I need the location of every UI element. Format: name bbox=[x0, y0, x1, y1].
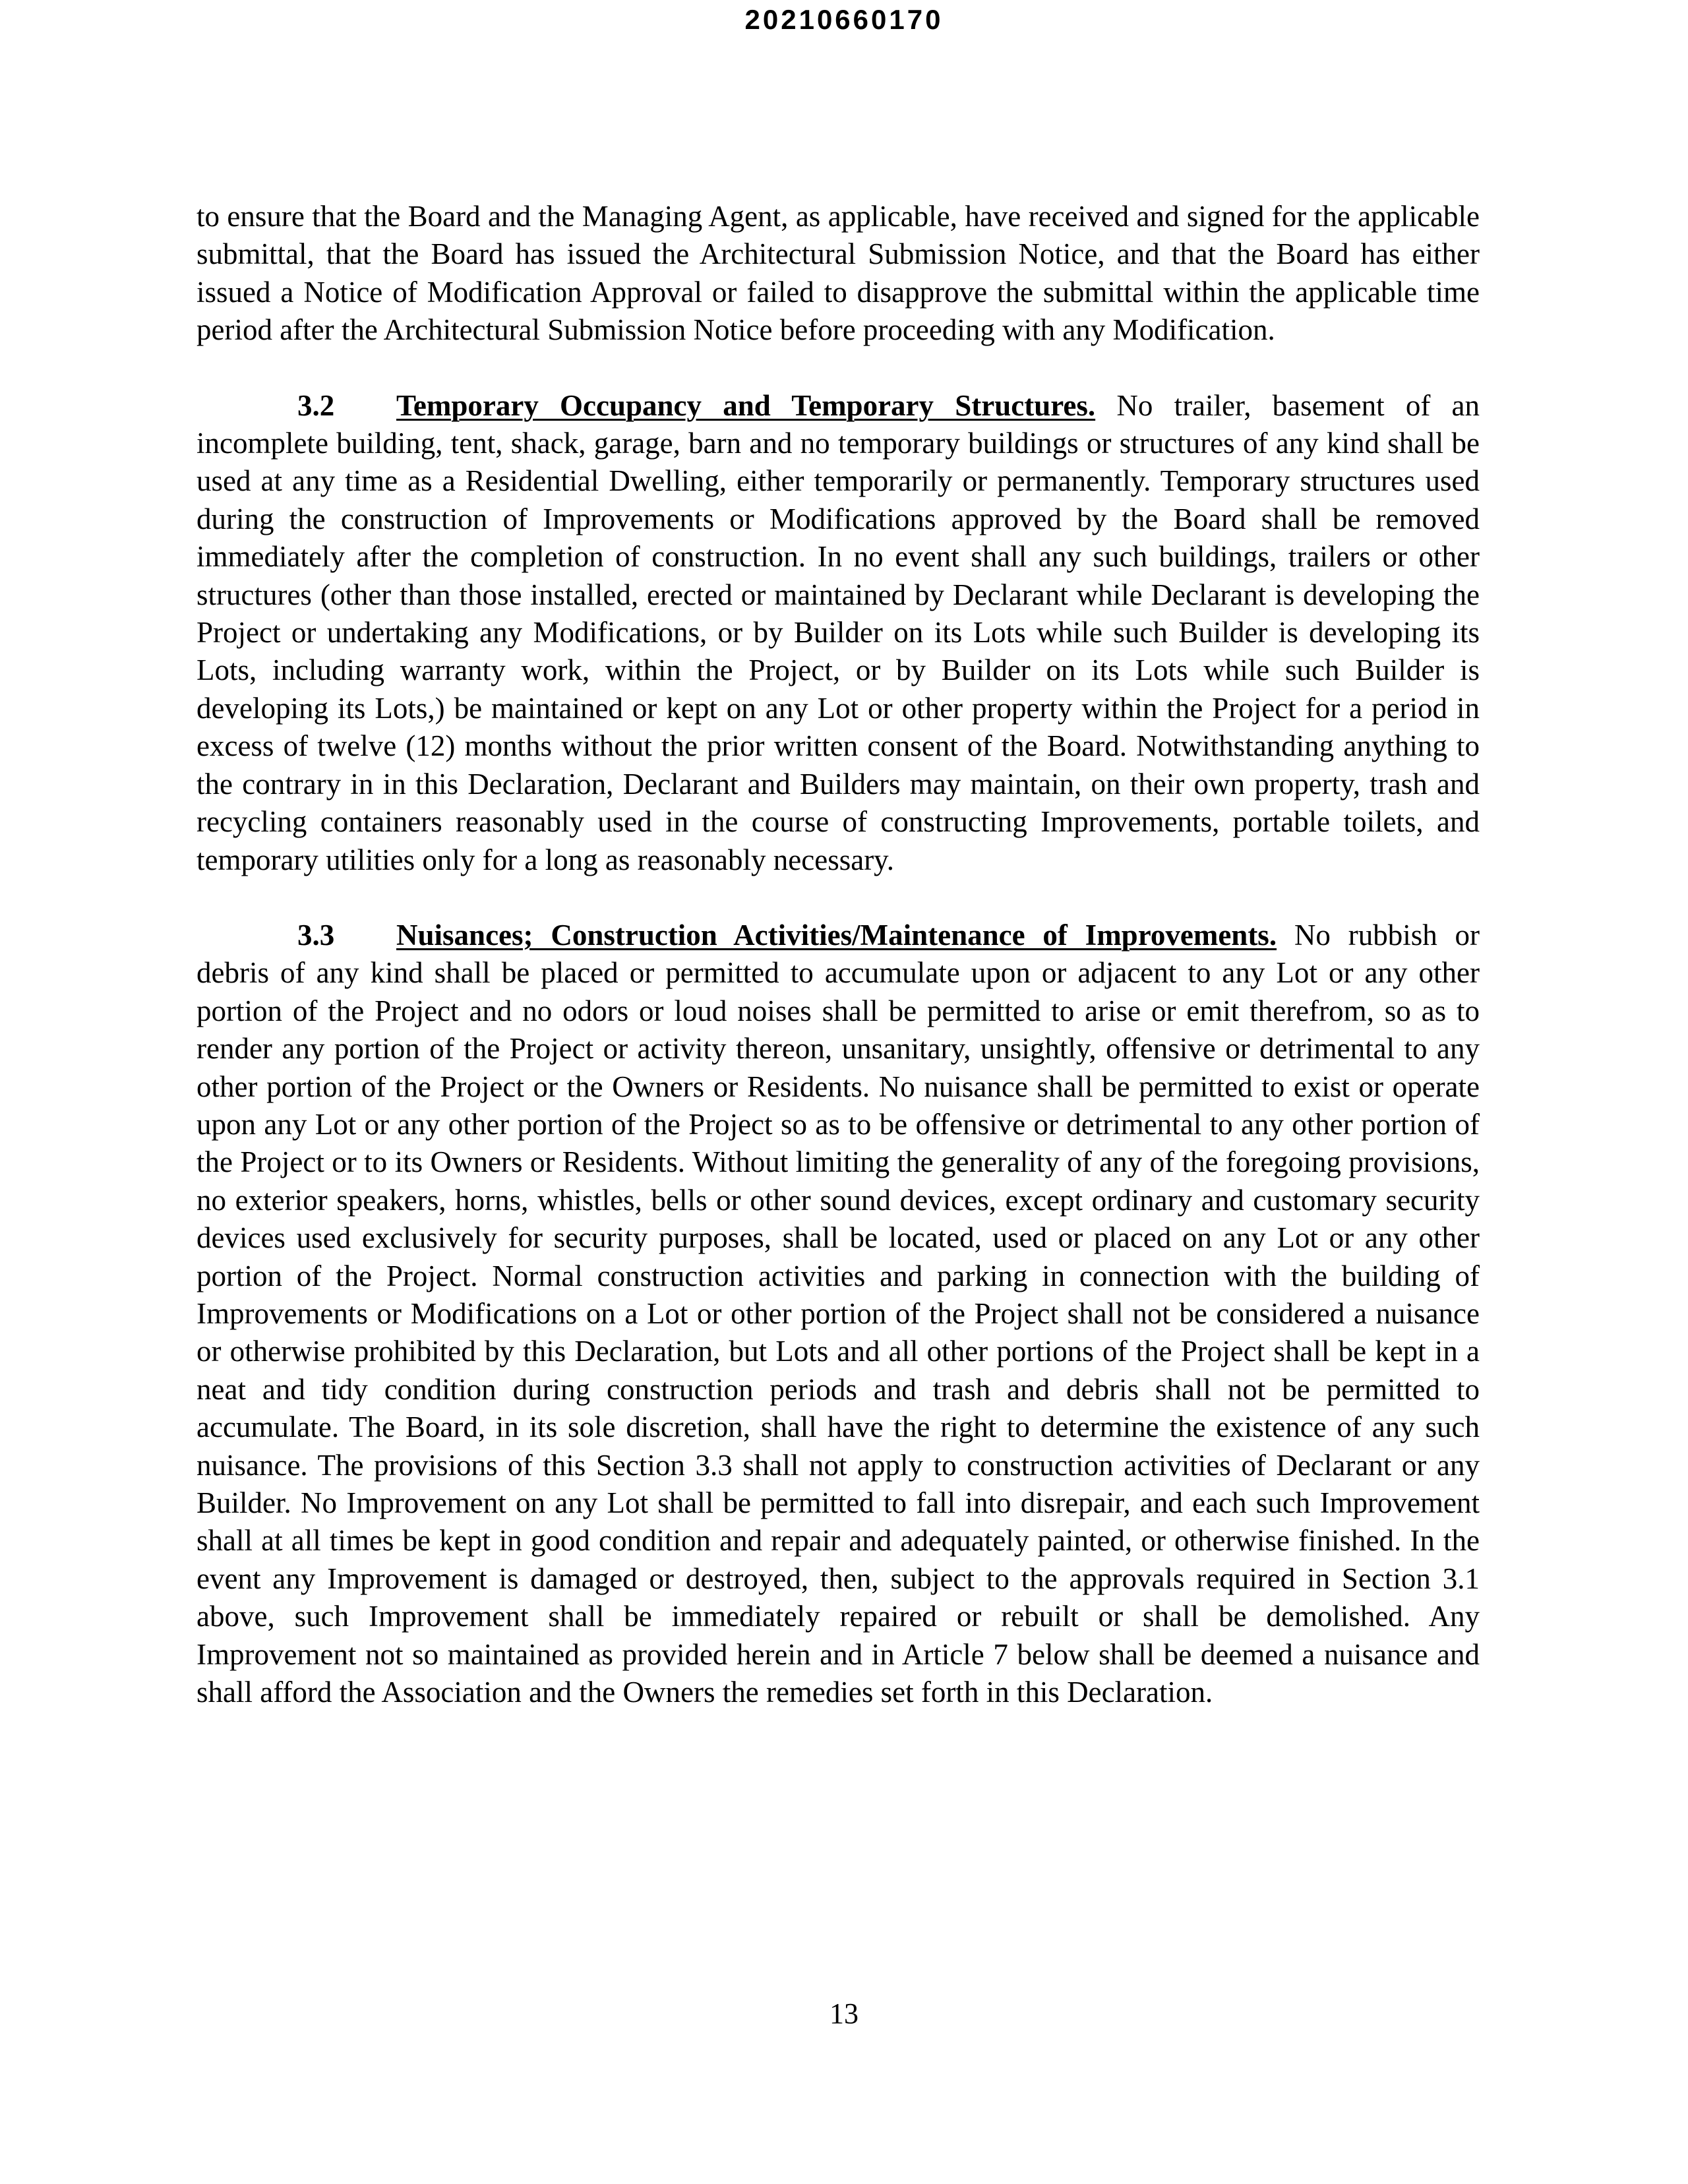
section-number: 3.2 bbox=[297, 388, 335, 422]
paragraph-continuation: to ensure that the Board and the Managing Agent, as applicable, have received and signed for the applicable submittal, that the Board has issued the Architectural Submission Notice, and that the Board has either issued a Notice of Modification Approval or failed to disapprove the submittal within the applicable time period after the Architectural Submission Notice before proceeding with any Modification. bbox=[196, 200, 1480, 347]
section-3-3 bbox=[196, 917, 1480, 1712]
section-title: Temporary Occupancy and Temporary Structures. bbox=[396, 388, 1096, 422]
document-number: 20210660170 bbox=[744, 4, 944, 35]
section-number: 3.3 bbox=[297, 918, 335, 952]
document-body bbox=[196, 198, 1480, 1749]
page-number: 13 bbox=[829, 1997, 859, 2030]
section-text: No trailer, basement of an incomplete building, tent, shack, garage, barn and no temporary buildings or structures of any kind shall be used at any time as a Residential Dwelling, either temporarily or permanently. Temporary structures used during the construction of Improvements or Modifications approved by the Board shall be removed immediately after the completion of construction. In no event shall any such buildings, trailers or other structures (other than those installed, erected or maintained by Declarant while Declarant is developing the Project or undertaking any Modifications, or by Builder on its Lots while such Builder is developing its Lots, including warranty work, within the Project, or by Builder on its Lots while such Builder is developing its Lots,) be maintained or kept on any Lot or other property within the Project for a period in excess of twelve (12) months without the prior written consent of the Board. Notwithstanding anything to the contrary in in this Declaration, Declarant and Builders may maintain, on their own property, trash and recycling containers reasonably used in the course of constructing Improvements, portable toilets, and temporary utilities only for a long as reasonably necessary. bbox=[196, 388, 1480, 876]
section-3-2 bbox=[196, 387, 1480, 879]
section-title: Nuisances; Construction Activities/Maintenance of Improvements. bbox=[396, 918, 1277, 952]
section-text: No rubbish or debris of any kind shall be placed or permitted to accumulate upon or adjacent to any Lot or any other portion of the Project and no odors or loud noises shall be permitted to arise or emit therefrom, so as to render any portion of the Project or activity thereon, unsanitary, unsightly, offensive or detrimental to any other portion of the Project or the Owners or Residents. No nuisance shall be permitted to exist or operate upon any Lot or any other portion of the Project so as to be offensive or detrimental to any other portion of the Project or to its Owners or Residents. Without limiting the generality of any of the foregoing provisions, no exterior speakers, horns, whistles, bells or other sound devices, except ordinary and customary security devices used exclusively for security purposes, shall be located, used or placed on any Lot or any other portion of the Project. Normal construction activities and parking in connection with the building of Improvements or Modifications on a Lot or other portion of the Project shall not be considered a nuisance or otherwise prohibited by this Declaration, but Lots and all other portions of the Project shall be kept in a neat and tidy condition during construction periods and trash and debris shall not be permitted to accumulate. The Board, in its sole discretion, shall have the right to determine the existence of any such nuisance. The provisions of this Section 3.3 shall not apply to construction activities of Declarant or any Builder. No Improvement on any Lot shall be permitted to fall into disrepair, and each such Improvement shall at all times be kept in good condition and repair and adequately painted, or otherwise finished. In the event any Improvement is damaged or destroyed, then, subject to the approvals required in Section 3.1 above, such Improvement shall be immediately repaired or rebuilt or shall be demolished. Any Improvement not so maintained as provided herein and in Article 7 below shall be deemed a nuisance and shall afford the Association and the Owners the remedies set forth in this Declaration. bbox=[196, 918, 1480, 1709]
